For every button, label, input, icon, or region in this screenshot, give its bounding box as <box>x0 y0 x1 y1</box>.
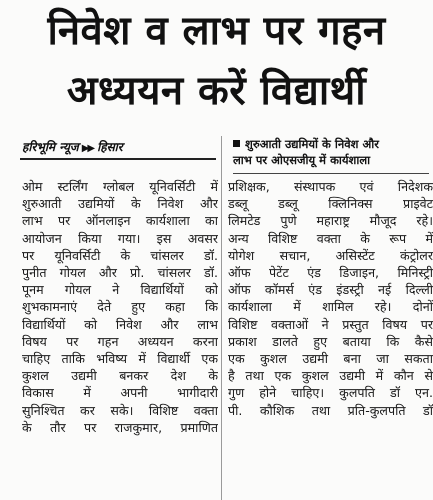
byline <box>22 138 123 155</box>
article-line: आयोजन किया गया। इस अवसर <box>22 230 218 246</box>
article-line: अन्य विशिष्ट वक्ता के रूप में <box>228 230 433 246</box>
article-line: विशिष्ट वक्ताओं ने प्रस्तुत विषय पर <box>228 316 433 332</box>
article-line: लाभ पर ऑनलाइन कार्यशाला का <box>22 213 218 229</box>
byline-source: हरिभूमि न्यूज <box>22 140 79 154</box>
article-line: कुशल उद्यमी बनकर देश के <box>22 368 218 384</box>
article-line: योगेश सचान, असिस्टेंट कंट्रोलर <box>228 247 433 263</box>
article-line: डब्लू डब्लू क्लिनिक्स प्राइवेट <box>228 196 433 212</box>
article-line: पूनम गोयल ने विद्यार्थियों को <box>22 282 218 298</box>
article-line: शुरुआती उद्यमियों के निवेश और <box>22 196 218 212</box>
sidebar-rule <box>233 173 429 174</box>
article-line: ओम स्टर्लिंग ग्लोबल यूनिवर्सिटी में <box>22 179 218 194</box>
headline-line-1: निवेश व लाभ पर गहन <box>47 8 386 54</box>
column-divider <box>221 136 222 500</box>
article-line: कार्यशाला में शामिल रहे। दोनों <box>228 299 433 315</box>
article-line: प्रकाश डालते हुए बताया कि कैसे <box>228 333 433 349</box>
article-line: के तौर पर राजकुमार, प्रमाणित <box>22 419 218 435</box>
article-line: चाहिए ताकि भविष्य में विद्यार्थी एक <box>22 351 218 367</box>
article-line: गुण होने चाहिए। कुलपति डॉ एन. <box>228 385 433 401</box>
article-line: प्रशिक्षक, संस्थापक एवं निदेशक <box>228 179 433 194</box>
article-line: एक कुशल उद्यमी बना जा सकता <box>228 351 433 367</box>
article-line: ऑफ कॉमर्स एंड इंडस्ट्री नई दिल्ली <box>228 282 433 298</box>
headline-line-2: अध्ययन करें विद्यार्थी <box>66 68 367 114</box>
article-line: ऑफ पेटेंट एंड डिजाइन, मिनिस्ट्री <box>228 265 433 281</box>
article-line: विषय पर गहन अध्ययन करना <box>22 333 218 349</box>
sidebar-note-line-2: लाभ पर ओएसजीयू में कार्यशाला <box>233 153 371 167</box>
article-line: पर यूनिवर्सिटी के चांसलर डॉ. <box>22 247 218 263</box>
sidebar-note <box>233 136 429 168</box>
article-line: शुभकामनाएं देते हुए कहा कि <box>22 299 218 315</box>
square-bullet-icon <box>233 140 240 147</box>
byline-rule <box>20 158 216 160</box>
article-line: पी. कौशिक तथा प्रति-कुलपति डॉ <box>228 402 433 418</box>
article-line: सुनिश्चित कर सके। विशिष्ट वक्ता <box>22 402 218 418</box>
article-line: विकास में अपनी भागीदारी <box>22 385 218 401</box>
article-left-column <box>22 178 218 436</box>
article-line: है तथा एक कुशल उद्यमी में कौन से <box>228 368 433 384</box>
byline-place: हिसार <box>97 140 123 154</box>
byline-arrows-icon: ▶▶ <box>81 143 94 154</box>
article-line: विद्यार्थियों को निवेश और लाभ <box>22 316 218 332</box>
article-line: पुनीत गोयल और प्रो. चांसलर डॉ. <box>22 265 218 281</box>
article-right-column <box>228 178 433 419</box>
article-line: लिमटेड पुणे महाराष्ट्र मौजूद रहे। <box>228 213 433 229</box>
sidebar-note-line-1: शुरुआती उद्यमियों के निवेश और <box>245 137 379 151</box>
